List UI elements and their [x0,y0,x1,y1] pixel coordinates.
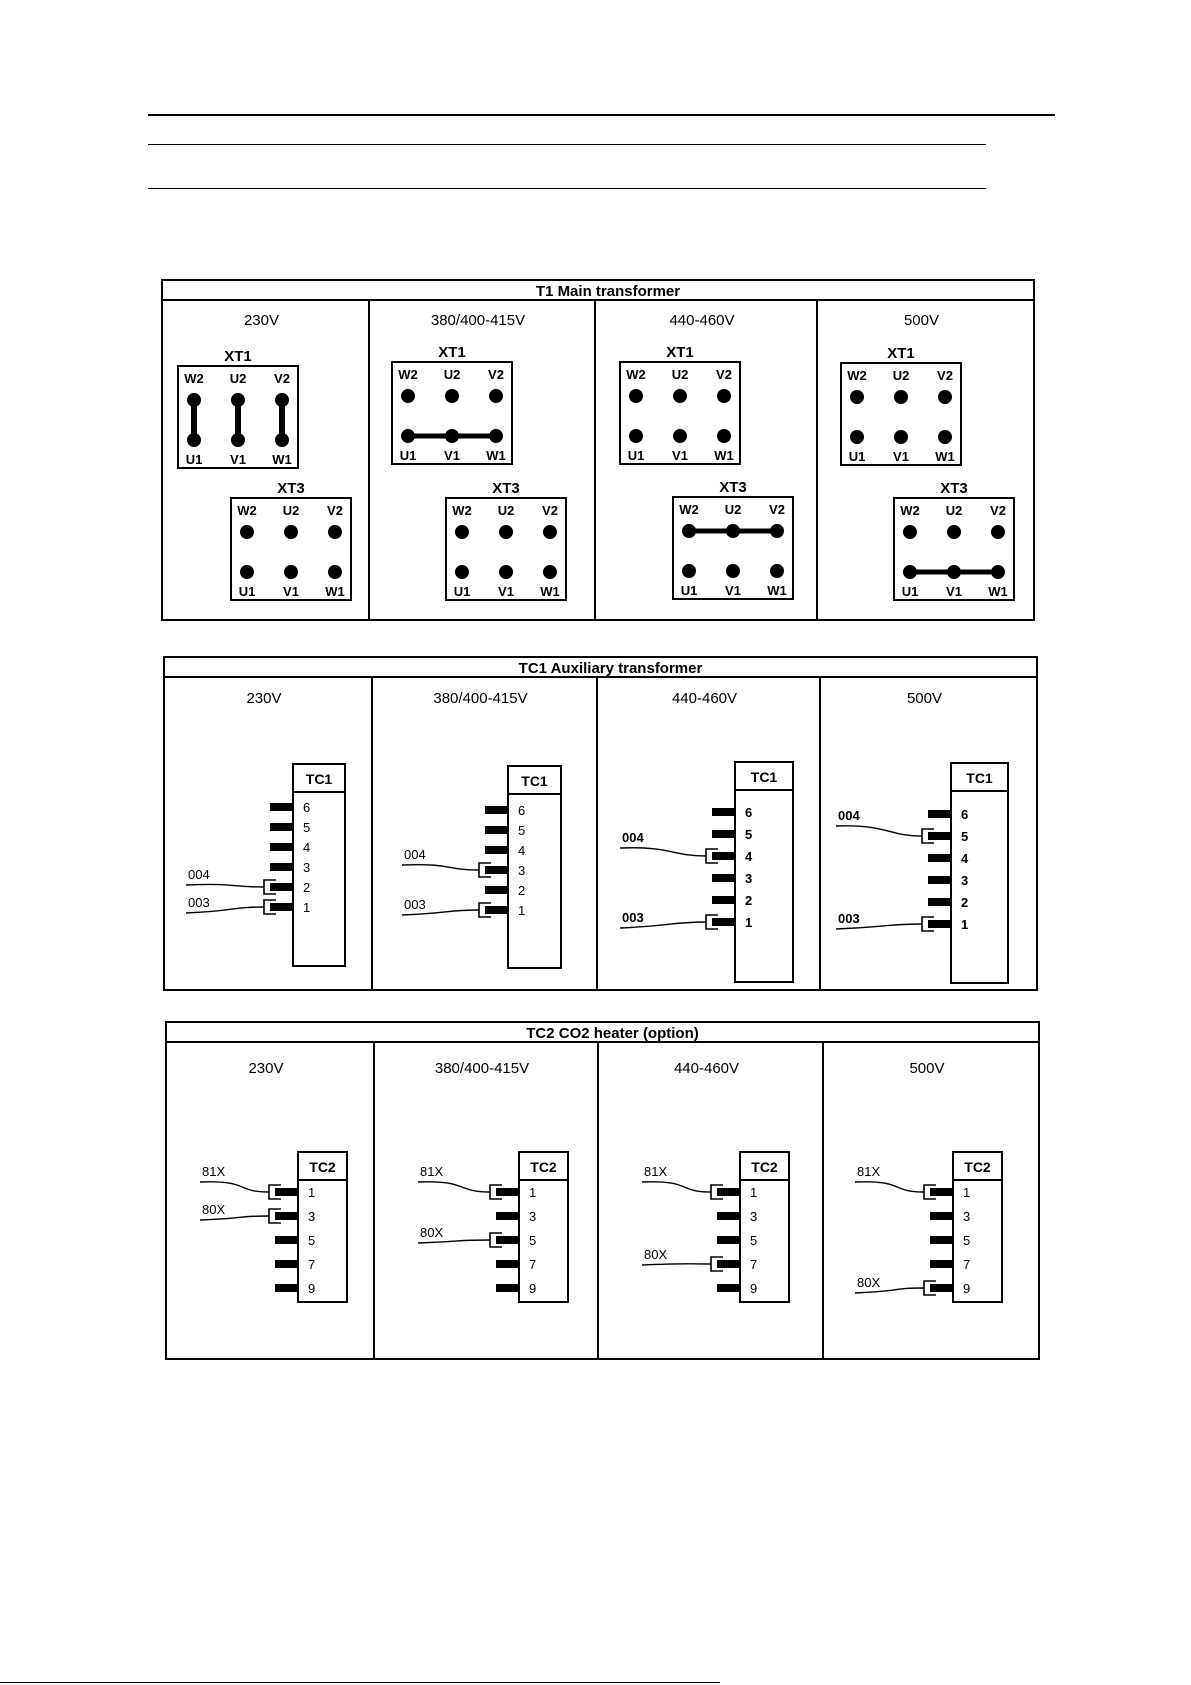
tc2-wire-80x [855,1275,936,1295]
tc2-pin-label: 7 [308,1257,316,1272]
tc2-pin-label: 7 [963,1257,971,1272]
tc1-pin-stub [485,886,508,894]
terminal-label: W2 [900,503,920,518]
tc2-terminal-strip [275,1152,347,1302]
tc2-pin-stub [930,1212,953,1220]
tc2-wire-81x [642,1164,723,1199]
terminal-label: W2 [626,367,646,382]
tc1-voltage-label: 440-460V [671,690,738,707]
tc2-pin-stub [275,1260,298,1268]
tc2-wire-80x-label: 80X [644,1247,668,1262]
terminal-label: U1 [399,448,417,463]
tc1-pin-label: 3 [518,863,526,878]
tc1-wire-003 [186,895,276,914]
tc1-pin-stub [270,863,293,871]
tc1-pin-label: 5 [745,827,753,842]
terminal-label: W1 [988,584,1008,599]
t1-section-title: T1 Main transformer [535,283,681,300]
tc1-wire-004-label: 004 [622,830,644,845]
tc2-pin-stub [717,1284,740,1292]
terminal-block-label: XT1 [224,348,252,365]
tc2-pin-stub [275,1284,298,1292]
terminal-dot [543,525,557,539]
terminal-dot [903,525,917,539]
tc2-pin-stub [717,1236,740,1244]
tc2-wire-81x [200,1164,281,1199]
terminal-dot [499,565,513,579]
terminal-label: V2 [274,371,290,386]
tc2-pin-label: 1 [529,1185,537,1200]
tc2-pin-stub [275,1212,298,1220]
terminal-block-xt3 [446,480,566,600]
terminal-label: U1 [238,584,256,599]
terminal-dot [682,564,696,578]
tc1-pin-stub [928,810,951,818]
terminal-block-xt1 [841,345,961,465]
terminal-label: W2 [847,368,867,383]
tc1-terminal-strip [712,762,793,982]
tc2-pin-stub [496,1236,519,1244]
terminal-label: V2 [542,503,558,518]
terminal-label: U2 [724,502,742,517]
tc1-pin-label: 4 [961,851,969,866]
tc1-wire-003-label: 003 [188,895,210,910]
tc1-box [508,766,561,968]
terminal-dot [445,389,459,403]
tc1-wire-003-label: 003 [404,897,426,912]
tc1-pin-stub [485,866,508,874]
tc2-pin-stub [930,1284,953,1292]
terminal-block-xt3 [673,479,793,599]
tc2-pin-stub [496,1188,519,1196]
t1-section [162,280,1034,620]
terminal-dot [328,525,342,539]
tc1-pin-label: 3 [745,871,753,886]
tc1-terminal-strip [928,763,1008,983]
terminal-block-xt3 [231,480,351,600]
tc1-wire-004 [186,867,276,894]
terminal-dot [717,429,731,443]
tc2-pin-label: 9 [750,1281,758,1296]
tc2-section-title: TC2 CO2 heater (option) [526,1025,699,1042]
tc1-pin-label: 3 [961,873,969,888]
terminal-dot [455,565,469,579]
tc1-pin-stub [928,854,951,862]
terminal-block-xt3 [894,480,1014,600]
tc2-voltage-label: 440-460V [673,1060,740,1077]
terminal-label: W1 [767,583,787,598]
tc1-pin-label: 5 [961,829,969,844]
tc2-wire-80x [200,1202,281,1223]
tc2-pin-stub [496,1284,519,1292]
tc2-terminal-strip [496,1152,568,1302]
tc2-pin-label: 1 [750,1185,758,1200]
t1-voltage-label: 440-460V [669,312,735,329]
tc2-pin-label: 9 [963,1281,971,1296]
tc1-voltage-label: 230V [246,690,282,707]
tc2-pin-label: 3 [963,1209,971,1224]
tc1-box-label: TC1 [966,770,993,786]
tc1-pin-label: 6 [961,807,969,822]
tc1-pin-label: 5 [518,823,526,838]
tc2-section [166,1022,1039,1359]
terminal-label: V2 [769,502,785,517]
tc2-pin-label: 9 [529,1281,537,1296]
tc1-box [735,762,793,982]
terminal-dot [489,389,503,403]
tc1-pin-stub [928,876,951,884]
tc1-wire-004 [402,847,491,877]
tc2-wire-80x-label: 80X [857,1275,881,1290]
tc2-pin-stub [496,1260,519,1268]
tc2-pin-label: 3 [308,1209,316,1224]
tc1-pin-label: 1 [518,903,526,918]
terminal-label: U2 [282,503,300,518]
tc1-pin-stub [928,832,951,840]
tc1-wire-004-line [836,826,922,836]
terminal-dot [991,525,1005,539]
tc2-wire-81x-line [418,1182,490,1192]
tc1-pin-stub [928,920,951,928]
tc1-pin-stub [712,918,735,926]
tc2-pin-stub [275,1236,298,1244]
tc1-wire-004-label: 004 [838,808,860,823]
terminal-dot [673,429,687,443]
terminal-dot [947,525,961,539]
terminal-label: U2 [497,503,515,518]
tc1-pin-stub [485,906,508,914]
terminal-dot [284,525,298,539]
tc1-box [951,763,1008,983]
terminal-label: U1 [453,584,471,599]
tc1-pin-label: 2 [303,880,311,895]
terminal-label: W2 [237,503,257,518]
tc2-wire-81x-line [200,1182,269,1192]
tc2-wire-81x-line [855,1182,924,1192]
tc2-pin-label: 5 [529,1233,537,1248]
terminal-label: U1 [901,584,919,599]
terminal-dot [401,389,415,403]
tc1-section [164,657,1037,990]
tc1-voltage-label: 500V [906,690,943,707]
tc1-wire-004-line [620,848,706,856]
terminal-dot [717,389,731,403]
tc1-voltage-label: 380/400-415V [433,690,528,707]
tc1-wire-003 [620,910,718,929]
terminal-label: U2 [671,367,689,382]
terminal-dot [938,390,952,404]
tc2-wire-81x-line [642,1182,711,1192]
tc1-wire-004 [836,808,934,843]
tc1-wire-004-label: 004 [404,847,426,862]
terminal-label: V2 [716,367,732,382]
terminal-dot [629,429,643,443]
terminal-block-xt1 [178,348,298,468]
terminal-block-label: XT3 [719,479,747,496]
tc1-pin-label: 1 [303,900,311,915]
tc2-voltage-label: 380/400-415V [434,1060,530,1077]
tc1-box [293,764,345,966]
terminal-dot [629,389,643,403]
tc2-voltage-label: 500V [909,1060,945,1077]
terminal-block-label: XT1 [666,344,694,361]
terminal-label: W2 [184,371,204,386]
tc1-pin-stub [712,874,735,882]
tc1-terminal-strip [270,764,345,966]
terminal-dot [284,565,298,579]
tc2-pin-label: 1 [963,1185,971,1200]
terminal-dot [673,389,687,403]
terminal-label: U1 [680,583,698,598]
tc2-pin-stub [717,1188,740,1196]
tc2-box-label: TC2 [530,1159,557,1175]
terminal-block-label: XT1 [438,344,466,361]
tc2-wire-80x-line [418,1240,490,1243]
tc1-pin-label: 5 [303,820,311,835]
terminal-label: V1 [230,452,246,467]
tc2-pin-label: 5 [750,1233,758,1248]
t1-voltage-label: 500V [903,312,940,329]
tc2-wire-81x [418,1164,502,1199]
tc2-pin-stub [930,1236,953,1244]
terminal-label: W2 [679,502,699,517]
terminal-dot [894,430,908,444]
tc1-wire-004 [620,830,718,863]
tc1-pin-stub [270,843,293,851]
terminal-dot [240,565,254,579]
tc1-pin-stub [712,896,735,904]
tc1-pin-label: 3 [303,860,311,875]
tc1-terminal-strip [485,766,561,968]
tc2-pin-label: 7 [750,1257,758,1272]
tc1-wire-004-label: 004 [188,867,210,882]
tc2-pin-stub [717,1260,740,1268]
terminal-dot [850,390,864,404]
tc1-pin-label: 6 [303,800,311,815]
terminal-label: V1 [283,584,299,599]
tc1-pin-stub [712,808,735,816]
tc2-wire-80x [418,1225,502,1247]
tc2-pin-label: 7 [529,1257,537,1272]
terminal-block-label: XT1 [887,345,915,362]
tc1-pin-label: 4 [303,840,311,855]
terminal-block-label: XT3 [940,480,968,497]
terminal-dot [850,430,864,444]
terminal-label: W1 [540,584,560,599]
tc1-box-label: TC1 [305,771,333,787]
tc1-wire-004-line [186,884,264,887]
terminal-label: W1 [714,448,734,463]
tc1-pin-stub [928,898,951,906]
terminal-label: W1 [272,452,292,467]
tc2-terminal-strip [930,1152,1002,1302]
terminal-block-label: XT3 [277,480,305,497]
tc2-pin-label: 5 [963,1233,971,1248]
terminal-label: V1 [725,583,741,598]
terminal-dot [499,525,513,539]
terminal-label: U2 [229,371,247,386]
tc1-pin-stub [270,823,293,831]
tc1-pin-label: 6 [745,805,753,820]
tc1-pin-label: 1 [745,915,753,930]
tc1-pin-stub [485,806,508,814]
tc2-wire-80x-label: 80X [202,1202,226,1217]
terminal-dot [770,564,784,578]
tc1-pin-stub [712,852,735,860]
tc1-wire-003 [836,911,934,931]
tc2-box-label: TC2 [964,1159,991,1175]
tc1-pin-label: 6 [518,803,526,818]
terminal-label: V2 [327,503,343,518]
terminal-label: V2 [488,367,504,382]
t1-voltage-label: 230V [243,312,280,329]
terminal-label: W1 [486,448,506,463]
tc1-box-label: TC1 [750,769,778,785]
tc2-pin-label: 1 [308,1185,316,1200]
terminal-label: V1 [498,584,514,599]
tc2-wire-81x-label: 81X [644,1164,668,1179]
tc2-wire-81x-label: 81X [420,1164,444,1179]
tc1-wire-003-label: 003 [622,910,644,925]
tc2-pin-label: 3 [750,1209,758,1224]
terminal-dot [328,565,342,579]
tc1-wire-003 [402,897,491,917]
terminal-dot [240,525,254,539]
t1-voltage-label: 380/400-415V [430,312,526,329]
tc2-pin-stub [930,1188,953,1196]
terminal-label: V1 [672,448,688,463]
tc1-pin-label: 2 [518,883,526,898]
terminal-dot [894,390,908,404]
terminal-label: U2 [892,368,910,383]
tc2-voltage-label: 230V [248,1060,284,1077]
terminal-label: W2 [398,367,418,382]
tc1-pin-stub [270,803,293,811]
tc1-wire-004-line [402,865,479,870]
tc2-pin-label: 3 [529,1209,537,1224]
tc1-pin-stub [485,826,508,834]
tc1-pin-label: 4 [745,849,753,864]
terminal-label: U1 [848,449,866,464]
tc2-pin-stub [717,1212,740,1220]
tc1-section-title: TC1 Auxiliary transformer [518,660,703,677]
tc1-box-label: TC1 [521,773,548,789]
tc2-pin-stub [275,1188,298,1196]
terminal-label: U1 [627,448,645,463]
terminal-label: U1 [185,452,203,467]
terminal-label: V1 [444,448,460,463]
tc2-pin-stub [496,1212,519,1220]
terminal-label: V2 [990,503,1006,518]
tc1-pin-stub [712,830,735,838]
tc1-pin-label: 2 [745,893,753,908]
terminal-block-xt1 [392,344,512,464]
terminal-dot [543,565,557,579]
terminal-dot [455,525,469,539]
tc2-box-label: TC2 [309,1159,336,1175]
tc1-pin-label: 2 [961,895,969,910]
terminal-block-xt1 [620,344,740,464]
terminal-dot [726,564,740,578]
tc2-wire-80x [642,1247,723,1271]
terminal-label: U2 [945,503,963,518]
tc2-pin-stub [930,1260,953,1268]
tc1-wire-003-label: 003 [838,911,860,926]
tc1-pin-label: 1 [961,917,969,932]
terminal-label: V1 [893,449,909,464]
terminal-dot [938,430,952,444]
tc2-wire-80x-label: 80X [420,1225,444,1240]
tc2-box-label: TC2 [751,1159,778,1175]
tc1-pin-stub [270,883,293,891]
tc2-wire-80x-line [642,1264,711,1265]
tc2-terminal-strip [717,1152,789,1302]
terminal-label: V1 [946,584,962,599]
tc2-pin-label: 5 [308,1233,316,1248]
tc2-wire-81x-label: 81X [857,1164,881,1179]
tc1-pin-label: 4 [518,843,526,858]
terminal-label: U2 [443,367,461,382]
tc1-pin-stub [485,846,508,854]
tc1-pin-stub [270,903,293,911]
terminal-label: W1 [935,449,955,464]
tc2-wire-81x-label: 81X [202,1164,226,1179]
tc2-wire-81x [855,1164,936,1199]
terminal-label: W1 [325,584,345,599]
tc2-pin-label: 9 [308,1281,316,1296]
terminal-label: V2 [937,368,953,383]
terminal-label: W2 [452,503,472,518]
terminal-block-label: XT3 [492,480,520,497]
